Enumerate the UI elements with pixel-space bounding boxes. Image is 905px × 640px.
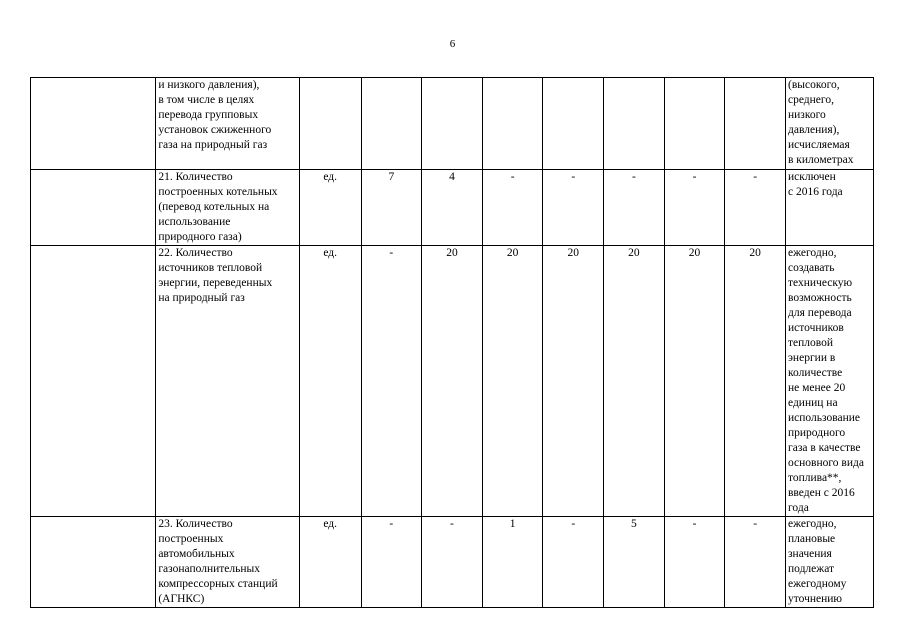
empty-cell [31,78,156,170]
empty-cell [31,517,156,608]
value-cell: 1 [482,517,543,608]
value-cell: 20 [725,246,786,517]
value-cell [422,78,483,170]
value-cell [482,78,543,170]
value-cell: - [422,517,483,608]
value-cell: - [604,170,665,246]
value-cell: 20 [604,246,665,517]
indicator-cell: 23. Количество построенных автомобильных газонаполнительных компрессорных станций (АГНКС) [156,517,300,608]
table-row [31,246,874,517]
note-cell: ежегодно, создавать техническую возможность для перевода источников тепловой энергии в количестве не менее 20 единиц на использование природного газа в качестве основного вида топлива**, введен с 2016 года [786,246,874,517]
indicator-cell: 22. Количество источников тепловой энергии, переведенных на природный газ [156,246,300,517]
table-row [31,170,874,246]
value-cell: 20 [482,246,543,517]
unit-cell [299,78,361,170]
value-cell: 5 [604,517,665,608]
value-cell: 4 [422,170,483,246]
unit-cell: ед. [299,246,361,517]
value-cell: - [664,517,725,608]
value-cell: 7 [361,170,422,246]
value-cell [725,78,786,170]
value-cell: 20 [543,246,604,517]
indicator-cell: 21. Количество построенных котельных (перевод котельных на использование природного газа) [156,170,300,246]
value-cell: - [482,170,543,246]
value-cell: - [543,170,604,246]
note-cell: (высокого, среднего, низкого давления), исчисляемая в километрах [786,78,874,170]
indicator-cell: и низкого давления), в том числе в целях перевода групповых установок сжиженного газа на природный газ [156,78,300,170]
table-row [31,78,874,170]
page-number: 6 [449,38,456,50]
unit-cell: ед. [299,170,361,246]
table-row [31,517,874,608]
value-cell [361,78,422,170]
value-cell: - [725,170,786,246]
value-cell: 20 [664,246,725,517]
value-cell: - [664,170,725,246]
empty-cell [31,170,156,246]
unit-cell: ед. [299,517,361,608]
empty-cell [31,246,156,517]
value-cell: - [725,517,786,608]
value-cell [604,78,665,170]
value-cell: - [361,517,422,608]
value-cell [543,78,604,170]
value-cell: - [543,517,604,608]
note-cell: ежегодно, плановые значения подлежат ежегодному уточнению [786,517,874,608]
value-cell [664,78,725,170]
indicators-table [30,77,874,608]
value-cell: 20 [422,246,483,517]
note-cell: исключен с 2016 года [786,170,874,246]
value-cell: - [361,246,422,517]
